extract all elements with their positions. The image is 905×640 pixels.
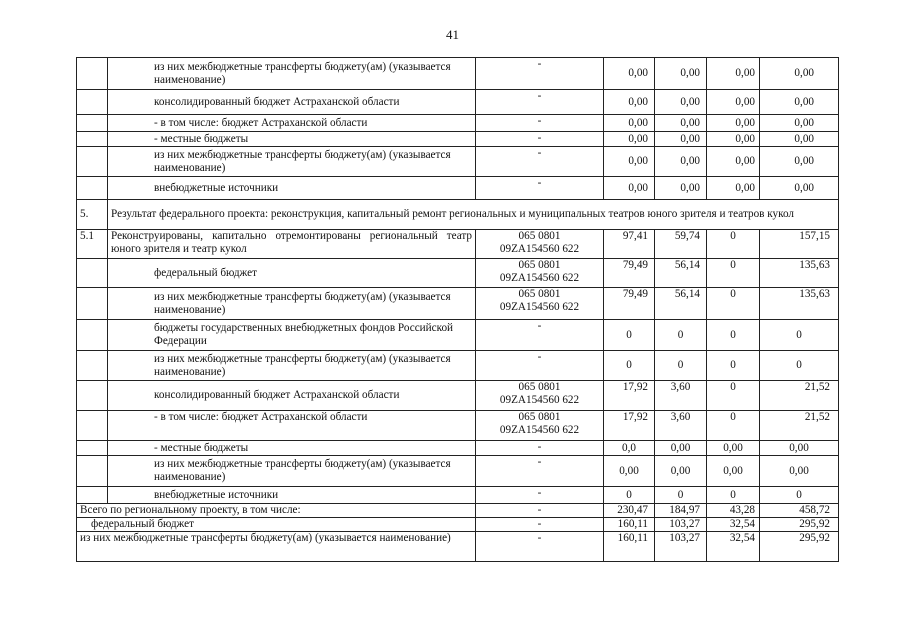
code-cell: - [476,351,604,381]
row-label: - местные бюджеты [108,441,476,456]
page-number: 41 [446,27,459,42]
value-total: 0,00 [760,177,839,200]
code-cell: - [476,115,604,132]
num-cell [77,320,108,351]
value-total: 458,72 [760,504,839,518]
code-cell: - [476,456,604,487]
value-total: 0,00 [760,456,839,487]
code-cell: - [476,518,604,532]
table-row [77,132,839,147]
value-year-1: 230,47 [604,504,655,518]
value-year-3: 0,00 [707,177,760,200]
num-cell [77,441,108,456]
value-total: 21,52 [760,381,839,411]
row-label: федеральный бюджет [108,259,476,288]
table-row [77,230,839,259]
code-line-1: 065 0801 [518,381,561,393]
section-row [77,200,839,230]
code-cell: - [476,132,604,147]
row-label: - местные бюджеты [108,132,476,147]
value-total: 0,00 [760,58,839,90]
value-year-3: 0,00 [707,115,760,132]
table-row [77,381,839,411]
value-year-2: 0,00 [655,456,707,487]
num-cell [77,177,108,200]
code-line-2: 09ZA154560 622 [499,424,580,436]
code-cell: - [476,504,604,518]
value-year-3: 0 [707,320,760,351]
value-total: 21,52 [760,411,839,441]
value-year-3: 0 [707,259,760,288]
row-label: Всего по региональному проекту, в том числе: [77,504,476,518]
value-year-2: 3,60 [655,381,707,411]
row-label: внебюджетные источники [108,177,476,200]
value-year-1: 160,11 [604,532,655,562]
table-row [77,351,839,381]
code-cell [476,288,604,320]
value-year-1: 0,00 [604,456,655,487]
row-label: из них межбюджетные трансферты бюджету(ам) (указывается наименование) [108,351,476,381]
value-year-1: 0 [604,487,655,504]
table-row [77,115,839,132]
value-year-2: 0,00 [655,58,707,90]
code-cell: - [476,487,604,504]
code-line-2: 09ZA154560 622 [499,272,580,284]
code-line-2: 09ZA154560 622 [499,301,580,313]
value-year-2: 103,27 [655,518,707,532]
value-year-2: 0 [655,351,707,381]
num-cell [77,411,108,441]
value-year-1: 0 [604,351,655,381]
num-cell [77,381,108,411]
code-cell: - [476,532,604,562]
section-title: Результат федерального проекта: реконструкция, капитальный ремонт региональных и муниципальных театров юного зрителя и театров кукол [108,200,839,230]
table-row [77,320,839,351]
value-total: 157,15 [760,230,839,259]
value-year-2: 56,14 [655,259,707,288]
num-cell [77,132,108,147]
code-cell: - [476,320,604,351]
value-year-3: 43,28 [707,504,760,518]
code-cell: - [476,441,604,456]
row-label: из них межбюджетные трансферты бюджету(ам) (указывается наименование) [77,532,476,562]
value-year-1: 79,49 [604,288,655,320]
row-label: внебюджетные источники [108,487,476,504]
value-year-2: 0,00 [655,115,707,132]
value-year-1: 17,92 [604,411,655,441]
value-year-3: 32,54 [707,532,760,562]
total-row [77,532,839,562]
table-row [77,177,839,200]
code-cell [476,230,604,259]
num-cell [77,115,108,132]
code-line-1: 065 0801 [518,411,561,423]
value-total: 135,63 [760,259,839,288]
value-year-1: 0,00 [604,147,655,177]
total-row [77,518,839,532]
value-total: 0,00 [760,90,839,115]
value-year-3: 0 [707,230,760,259]
value-year-1: 160,11 [604,518,655,532]
value-total: 295,92 [760,532,839,562]
row-label: консолидированный бюджет Астраханской области [108,90,476,115]
value-year-3: 0 [707,288,760,320]
value-year-1: 0,00 [604,177,655,200]
value-year-2: 103,27 [655,532,707,562]
value-year-3: 0 [707,351,760,381]
value-total: 0 [760,487,839,504]
value-year-1: 0,0 [604,441,655,456]
value-year-3: 0,00 [707,58,760,90]
num-cell [77,288,108,320]
code-cell: - [476,147,604,177]
value-total: 295,92 [760,518,839,532]
section-number: 5. [77,200,108,230]
code-line-1: 065 0801 [518,230,561,242]
value-year-3: 0,00 [707,456,760,487]
value-year-3: 0 [707,381,760,411]
code-cell [476,381,604,411]
num-cell [77,259,108,288]
value-year-1: 17,92 [604,381,655,411]
table-row [77,90,839,115]
code-line-1: 065 0801 [518,288,561,300]
value-total: 0,00 [760,147,839,177]
value-year-3: 0 [707,411,760,441]
value-total: 135,63 [760,288,839,320]
code-cell: - [476,177,604,200]
row-label: бюджеты государственных внебюджетных фондов Российской Федерации [108,320,476,351]
value-year-3: 0,00 [707,132,760,147]
code-cell [476,411,604,441]
code-cell: - [476,90,604,115]
value-year-3: 0 [707,487,760,504]
value-year-1: 0,00 [604,132,655,147]
value-total: 0,00 [760,115,839,132]
code-cell [476,259,604,288]
table-row [77,411,839,441]
row-label: из них межбюджетные трансферты бюджету(ам) (указывается наименование) [108,147,476,177]
num-cell [77,487,108,504]
value-year-3: 0,00 [707,147,760,177]
row-label: федеральный бюджет [77,518,476,532]
value-year-1: 0,00 [604,90,655,115]
row-label: Реконструированы, капитально отремонтированы региональный театр юного зрителя и театр кукол [108,230,476,259]
num-cell [77,147,108,177]
value-year-2: 0,00 [655,177,707,200]
num-cell [77,351,108,381]
table-row [77,147,839,177]
value-year-2: 3,60 [655,411,707,441]
code-cell: - [476,58,604,90]
value-year-1: 0,00 [604,115,655,132]
value-year-2: 56,14 [655,288,707,320]
code-line-1: 065 0801 [518,259,561,271]
value-year-2: 0 [655,320,707,351]
row-label: из них межбюджетные трансферты бюджету(ам) (указывается наименование) [108,288,476,320]
value-year-2: 0 [655,487,707,504]
value-year-3: 0,00 [707,441,760,456]
value-year-2: 0,00 [655,132,707,147]
value-year-2: 0,00 [655,90,707,115]
value-total: 0,00 [760,132,839,147]
total-row [77,504,839,518]
value-year-1: 79,49 [604,259,655,288]
table-row [77,58,839,90]
num-cell [77,90,108,115]
value-year-2: 0,00 [655,147,707,177]
value-year-1: 97,41 [604,230,655,259]
value-year-3: 0,00 [707,90,760,115]
num-cell [77,58,108,90]
num-cell [77,456,108,487]
budget-table [76,57,839,562]
row-label: из них межбюджетные трансферты бюджету(ам) (указывается наименование) [108,456,476,487]
value-total: 0 [760,320,839,351]
table-row [77,487,839,504]
value-year-2: 59,74 [655,230,707,259]
table-row [77,288,839,320]
table-row [77,259,839,288]
value-year-3: 32,54 [707,518,760,532]
value-total: 0 [760,351,839,381]
row-label: консолидированный бюджет Астраханской области [108,381,476,411]
table-row [77,456,839,487]
row-label: - в том числе: бюджет Астраханской области [108,411,476,441]
value-year-2: 0,00 [655,441,707,456]
value-year-1: 0,00 [604,58,655,90]
value-year-1: 0 [604,320,655,351]
value-total: 0,00 [760,441,839,456]
row-label: из них межбюджетные трансферты бюджету(ам) (указывается наименование) [108,58,476,90]
code-line-2: 09ZA154560 622 [499,243,580,255]
row-number: 5.1 [77,230,108,259]
row-label: - в том числе: бюджет Астраханской области [108,115,476,132]
code-line-2: 09ZA154560 622 [499,394,580,406]
value-year-2: 184,97 [655,504,707,518]
table-row [77,441,839,456]
